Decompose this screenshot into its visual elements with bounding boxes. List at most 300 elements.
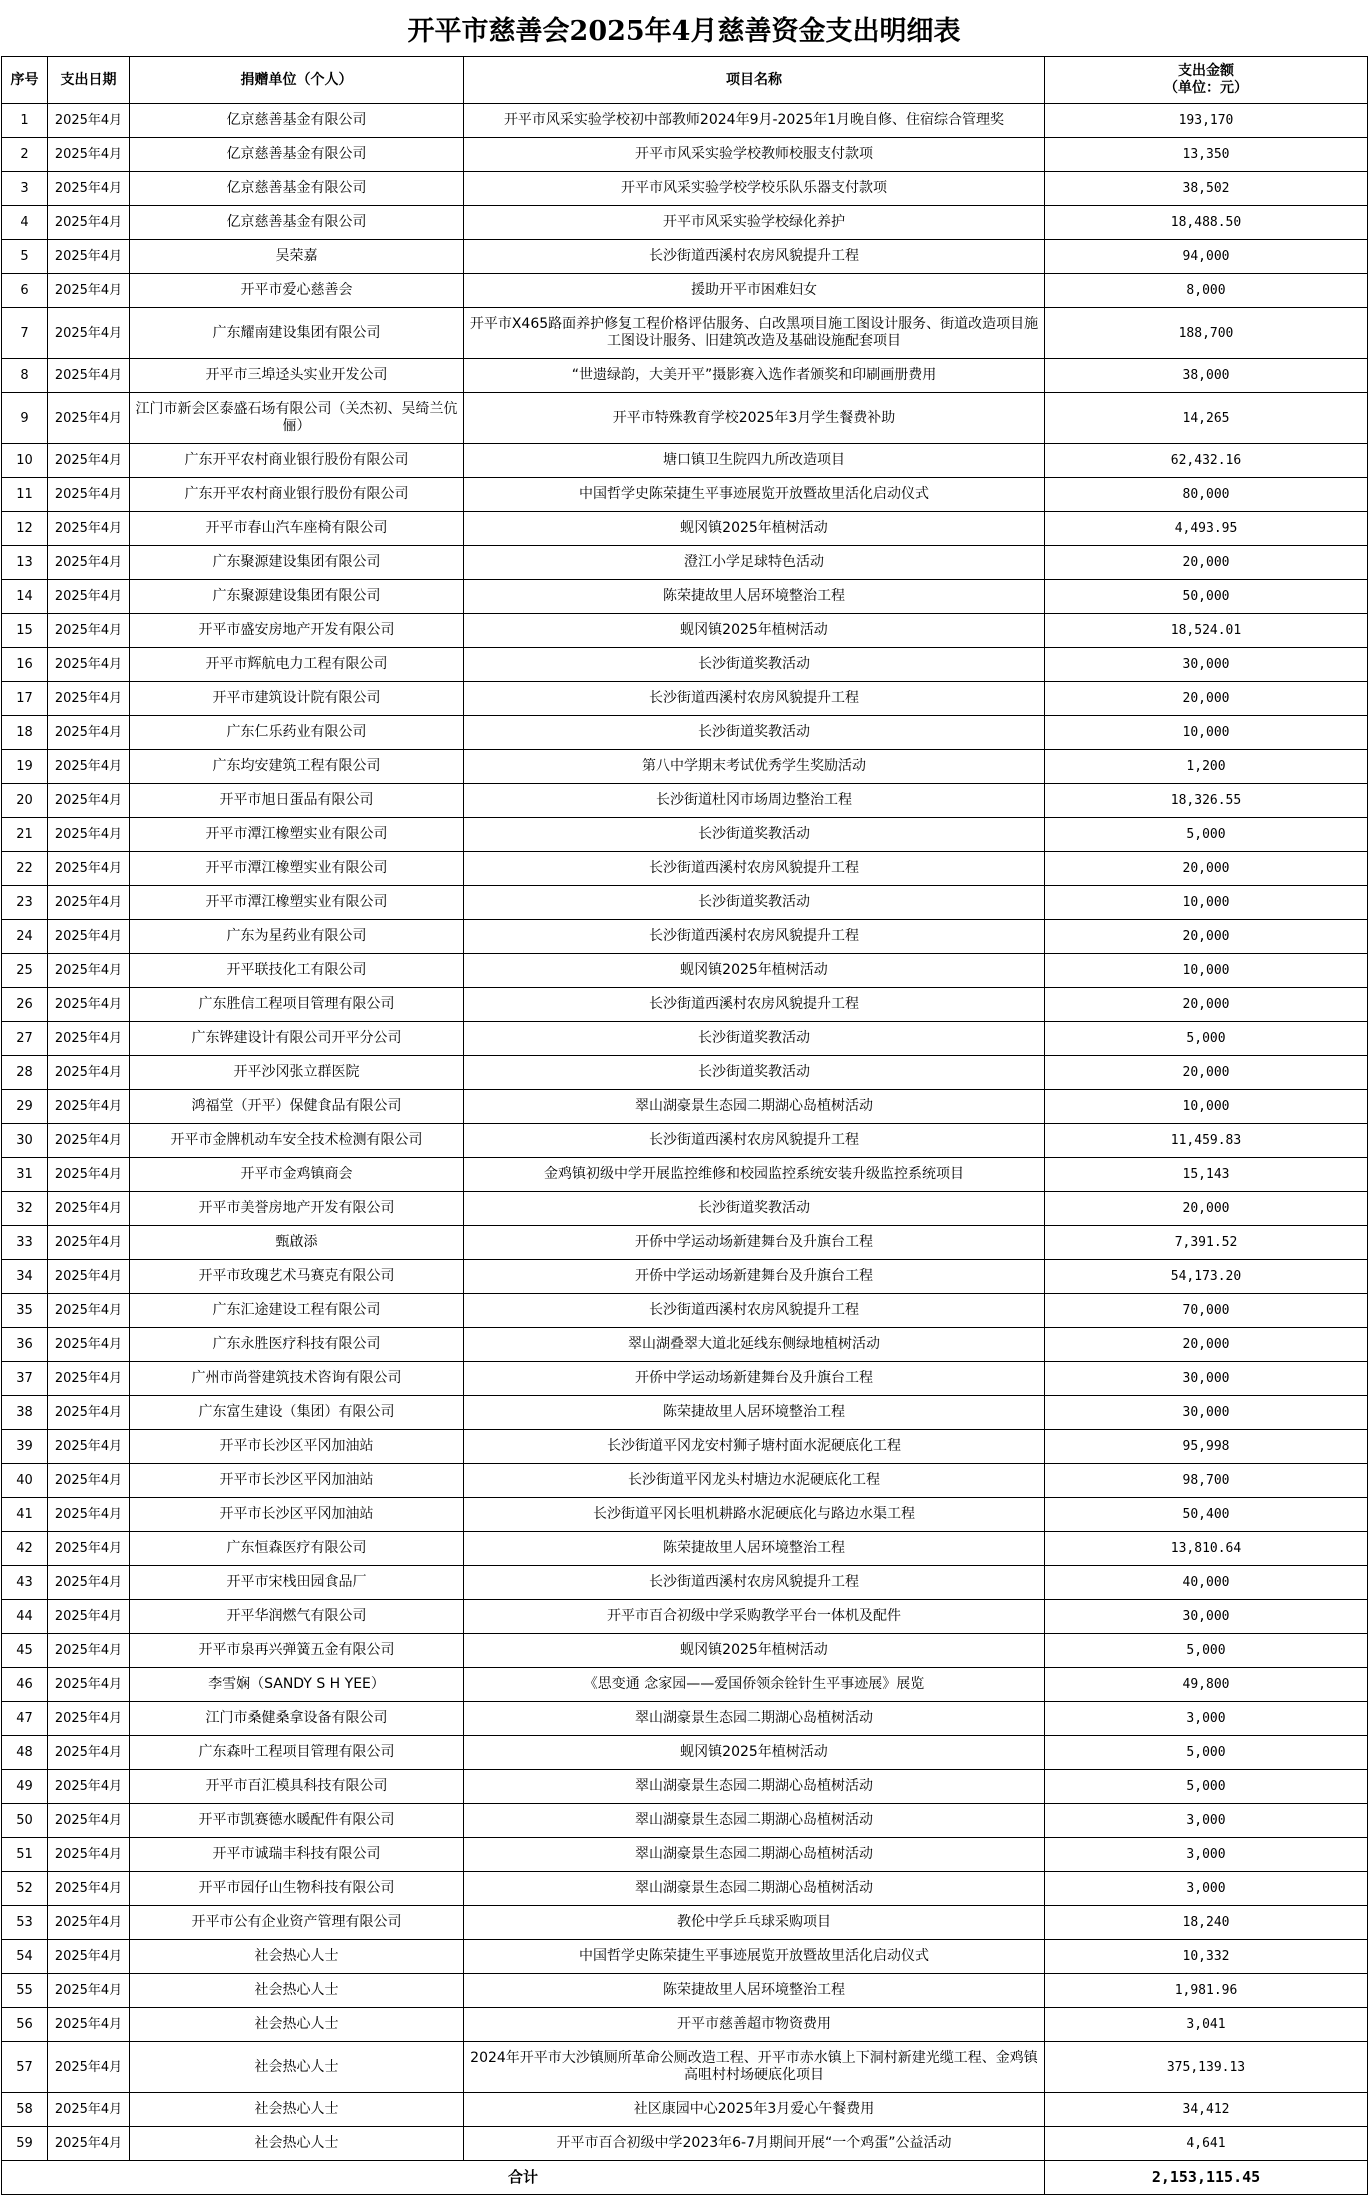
table-row [2, 1532, 1368, 1566]
cell-seq: 46 [2, 1668, 48, 1702]
cell-seq: 52 [2, 1872, 48, 1906]
cell-date: 2025年4月 [48, 206, 130, 240]
cell-seq: 49 [2, 1770, 48, 1804]
cell-seq: 9 [2, 393, 48, 444]
cell-date: 2025年4月 [48, 1906, 130, 1940]
cell-seq: 55 [2, 1974, 48, 2008]
cell-date: 2025年4月 [48, 920, 130, 954]
table-row [2, 512, 1368, 546]
document-title: 开平市慈善会2025年4月慈善资金支出明细表 [407, 16, 961, 47]
table-row [2, 750, 1368, 784]
cell-project: 长沙街道西溪村农房风貌提升工程 [464, 1124, 1045, 1158]
cell-seq: 54 [2, 1940, 48, 1974]
header-amount-line2: （单位：元） [1164, 80, 1248, 96]
cell-seq: 33 [2, 1226, 48, 1260]
cell-project: 开平市百合初级中学2023年6-7月期间开展“一个鸡蛋”公益活动 [464, 2127, 1045, 2161]
header-donor: 捐赠单位（个人） [130, 57, 464, 104]
cell-amount: 10,000 [1045, 716, 1368, 750]
cell-amount: 14,265 [1045, 393, 1368, 444]
cell-amount: 15,143 [1045, 1158, 1368, 1192]
cell-donor: 开平市爱心慈善会 [130, 274, 464, 308]
cell-seq: 10 [2, 444, 48, 478]
cell-seq: 26 [2, 988, 48, 1022]
cell-amount: 95,998 [1045, 1430, 1368, 1464]
cell-donor: 开平市金鸡镇商会 [130, 1158, 464, 1192]
cell-date: 2025年4月 [48, 2093, 130, 2127]
cell-seq: 29 [2, 1090, 48, 1124]
cell-project: 教伦中学乒乓球采购项目 [464, 1906, 1045, 1940]
table-row [2, 852, 1368, 886]
cell-seq: 42 [2, 1532, 48, 1566]
table-row [2, 1498, 1368, 1532]
header-amount [1045, 57, 1368, 104]
table-row [2, 648, 1368, 682]
cell-seq: 3 [2, 172, 48, 206]
cell-amount: 1,981.96 [1045, 1974, 1368, 2008]
cell-date: 2025年4月 [48, 240, 130, 274]
cell-donor: 开平市公有企业资产管理有限公司 [130, 1906, 464, 1940]
table-row [2, 1260, 1368, 1294]
cell-seq: 57 [2, 2042, 48, 2093]
table-body [2, 104, 1368, 2161]
table-row [2, 1192, 1368, 1226]
cell-project: 开侨中学运动场新建舞台及升旗台工程 [464, 1362, 1045, 1396]
table-row [2, 359, 1368, 393]
cell-amount: 10,332 [1045, 1940, 1368, 1974]
cell-project: 开侨中学运动场新建舞台及升旗台工程 [464, 1226, 1045, 1260]
total-row [2, 2161, 1368, 2195]
cell-date: 2025年4月 [48, 1872, 130, 1906]
cell-donor: 开平市长沙区平冈加油站 [130, 1430, 464, 1464]
table-row [2, 614, 1368, 648]
table-row [2, 920, 1368, 954]
header-seq: 序号 [2, 57, 48, 104]
cell-seq: 34 [2, 1260, 48, 1294]
cell-donor: 开平市宋栈田园食品厂 [130, 1566, 464, 1600]
cell-date: 2025年4月 [48, 1702, 130, 1736]
cell-date: 2025年4月 [48, 478, 130, 512]
cell-donor: 广东仁乐药业有限公司 [130, 716, 464, 750]
cell-seq: 58 [2, 2093, 48, 2127]
table-row [2, 1226, 1368, 1260]
cell-date: 2025年4月 [48, 1294, 130, 1328]
table-row [2, 1362, 1368, 1396]
cell-project: 塘口镇卫生院四九所改造项目 [464, 444, 1045, 478]
table-row [2, 1158, 1368, 1192]
cell-project: 第八中学期末考试优秀学生奖励活动 [464, 750, 1045, 784]
cell-project: 翠山湖豪景生态园二期湖心岛植树活动 [464, 1090, 1045, 1124]
table-row [2, 716, 1368, 750]
cell-date: 2025年4月 [48, 1770, 130, 1804]
cell-amount: 5,000 [1045, 1634, 1368, 1668]
cell-project: 2024年开平市大沙镇厕所革命公厕改造工程、开平市赤水镇上下洞村新建光缆工程、金鸡镇高咀村村场硬底化项目 [464, 2042, 1045, 2093]
cell-date: 2025年4月 [48, 784, 130, 818]
table-row [2, 546, 1368, 580]
table-row [2, 1736, 1368, 1770]
cell-donor: 亿京慈善基金有限公司 [130, 104, 464, 138]
cell-seq: 23 [2, 886, 48, 920]
table-row [2, 1770, 1368, 1804]
cell-amount: 20,000 [1045, 852, 1368, 886]
cell-donor: 广东开平农村商业银行股份有限公司 [130, 478, 464, 512]
cell-date: 2025年4月 [48, 1566, 130, 1600]
cell-project: 开平市特殊教育学校2025年3月学生餐费补助 [464, 393, 1045, 444]
cell-date: 2025年4月 [48, 546, 130, 580]
table-row [2, 138, 1368, 172]
cell-amount: 20,000 [1045, 1192, 1368, 1226]
cell-project: 长沙街道杜冈市场周边整治工程 [464, 784, 1045, 818]
table-row [2, 2127, 1368, 2161]
cell-donor: 亿京慈善基金有限公司 [130, 206, 464, 240]
cell-donor: 开平华润燃气有限公司 [130, 1600, 464, 1634]
cell-project: 翠山湖豪景生态园二期湖心岛植树活动 [464, 1702, 1045, 1736]
table-row [2, 886, 1368, 920]
cell-amount: 4,493.95 [1045, 512, 1368, 546]
cell-project: 开平市百合初级中学采购教学平台一体机及配件 [464, 1600, 1045, 1634]
table-row [2, 1940, 1368, 1974]
cell-date: 2025年4月 [48, 818, 130, 852]
cell-project: 长沙街道西溪村农房风貌提升工程 [464, 682, 1045, 716]
table-row [2, 818, 1368, 852]
cell-donor: 开平联技化工有限公司 [130, 954, 464, 988]
cell-date: 2025年4月 [48, 2127, 130, 2161]
header-project: 项目名称 [464, 57, 1045, 104]
cell-donor: 开平市潭江橡塑实业有限公司 [130, 852, 464, 886]
table-row [2, 1804, 1368, 1838]
cell-seq: 45 [2, 1634, 48, 1668]
cell-seq: 41 [2, 1498, 48, 1532]
cell-donor: 广东聚源建设集团有限公司 [130, 546, 464, 580]
cell-donor: 广东永胜医疗科技有限公司 [130, 1328, 464, 1362]
cell-date: 2025年4月 [48, 1974, 130, 2008]
cell-date: 2025年4月 [48, 1464, 130, 1498]
cell-date: 2025年4月 [48, 1022, 130, 1056]
cell-date: 2025年4月 [48, 2042, 130, 2093]
cell-project: 金鸡镇初级中学开展监控维修和校园监控系统安装升级监控系统项目 [464, 1158, 1045, 1192]
cell-donor: 开平市长沙区平冈加油站 [130, 1498, 464, 1532]
table-row [2, 274, 1368, 308]
table-row [2, 1396, 1368, 1430]
cell-donor: 社会热心人士 [130, 1940, 464, 1974]
cell-amount: 50,000 [1045, 580, 1368, 614]
cell-donor: 社会热心人士 [130, 1974, 464, 2008]
cell-date: 2025年4月 [48, 393, 130, 444]
cell-amount: 3,000 [1045, 1804, 1368, 1838]
table-row [2, 444, 1368, 478]
cell-project: 翠山湖豪景生态园二期湖心岛植树活动 [464, 1770, 1045, 1804]
cell-seq: 13 [2, 546, 48, 580]
cell-amount: 10,000 [1045, 954, 1368, 988]
cell-date: 2025年4月 [48, 274, 130, 308]
cell-project: 长沙街道奖教活动 [464, 818, 1045, 852]
cell-project: 翠山湖豪景生态园二期湖心岛植树活动 [464, 1872, 1045, 1906]
cell-amount: 3,000 [1045, 1702, 1368, 1736]
cell-seq: 30 [2, 1124, 48, 1158]
cell-amount: 18,326.55 [1045, 784, 1368, 818]
cell-donor: 开平市春山汽车座椅有限公司 [130, 512, 464, 546]
cell-seq: 50 [2, 1804, 48, 1838]
cell-donor: 开平市建筑设计院有限公司 [130, 682, 464, 716]
table-row [2, 988, 1368, 1022]
cell-date: 2025年4月 [48, 172, 130, 206]
cell-seq: 19 [2, 750, 48, 784]
cell-donor: 亿京慈善基金有限公司 [130, 172, 464, 206]
cell-date: 2025年4月 [48, 1396, 130, 1430]
cell-amount: 30,000 [1045, 1362, 1368, 1396]
cell-donor: 亿京慈善基金有限公司 [130, 138, 464, 172]
table-row [2, 1464, 1368, 1498]
cell-date: 2025年4月 [48, 580, 130, 614]
cell-seq: 18 [2, 716, 48, 750]
cell-project: 长沙街道西溪村农房风貌提升工程 [464, 1294, 1045, 1328]
cell-donor: 开平沙冈张立群医院 [130, 1056, 464, 1090]
cell-amount: 375,139.13 [1045, 2042, 1368, 2093]
cell-date: 2025年4月 [48, 1362, 130, 1396]
cell-amount: 3,000 [1045, 1872, 1368, 1906]
cell-project: 中国哲学史陈荣捷生平事迹展览开放暨故里活化启动仪式 [464, 1940, 1045, 1974]
cell-amount: 188,700 [1045, 308, 1368, 359]
cell-donor: 广东为星药业有限公司 [130, 920, 464, 954]
cell-amount: 20,000 [1045, 1328, 1368, 1362]
table-row [2, 580, 1368, 614]
table-row [2, 478, 1368, 512]
cell-donor: 社会热心人士 [130, 2008, 464, 2042]
cell-seq: 1 [2, 104, 48, 138]
cell-amount: 38,000 [1045, 359, 1368, 393]
cell-project: 开平市风采实验学校学校乐队乐器支付款项 [464, 172, 1045, 206]
cell-seq: 22 [2, 852, 48, 886]
cell-date: 2025年4月 [48, 1634, 130, 1668]
cell-seq: 28 [2, 1056, 48, 1090]
cell-project: 社区康园中心2025年3月爱心午餐费用 [464, 2093, 1045, 2127]
cell-date: 2025年4月 [48, 1668, 130, 1702]
cell-project: 长沙街道平冈龙安村狮子塘村面水泥硬底化工程 [464, 1430, 1045, 1464]
table-row [2, 1906, 1368, 1940]
cell-project: 翠山湖叠翠大道北延线东侧绿地植树活动 [464, 1328, 1045, 1362]
table-row [2, 1430, 1368, 1464]
cell-seq: 36 [2, 1328, 48, 1362]
cell-seq: 5 [2, 240, 48, 274]
cell-date: 2025年4月 [48, 1158, 130, 1192]
cell-date: 2025年4月 [48, 308, 130, 359]
cell-amount: 11,459.83 [1045, 1124, 1368, 1158]
table-row [2, 1838, 1368, 1872]
table-row [2, 1124, 1368, 1158]
cell-project: 长沙街道西溪村农房风貌提升工程 [464, 240, 1045, 274]
cell-project: 开平市风采实验学校初中部教师2024年9月-2025年1月晚自修、住宿综合管理奖 [464, 104, 1045, 138]
cell-project: 翠山湖豪景生态园二期湖心岛植树活动 [464, 1804, 1045, 1838]
table-row [2, 1566, 1368, 1600]
cell-project: 长沙街道奖教活动 [464, 1192, 1045, 1226]
cell-donor: 广东耀南建设集团有限公司 [130, 308, 464, 359]
cell-date: 2025年4月 [48, 1736, 130, 1770]
cell-date: 2025年4月 [48, 2008, 130, 2042]
cell-donor: 李雪娴（SANDY S H YEE） [130, 1668, 464, 1702]
cell-donor: 甄啟添 [130, 1226, 464, 1260]
cell-date: 2025年4月 [48, 1124, 130, 1158]
cell-project: 长沙街道平冈长咀机耕路水泥硬底化与路边水渠工程 [464, 1498, 1045, 1532]
cell-date: 2025年4月 [48, 1498, 130, 1532]
cell-donor: 广东聚源建设集团有限公司 [130, 580, 464, 614]
cell-amount: 20,000 [1045, 988, 1368, 1022]
cell-project: 长沙街道奖教活动 [464, 1056, 1045, 1090]
cell-donor: 社会热心人士 [130, 2093, 464, 2127]
cell-seq: 38 [2, 1396, 48, 1430]
cell-amount: 18,240 [1045, 1906, 1368, 1940]
table-row [2, 1872, 1368, 1906]
table-row [2, 1702, 1368, 1736]
cell-project: 陈荣捷故里人居环境整治工程 [464, 580, 1045, 614]
cell-seq: 6 [2, 274, 48, 308]
cell-date: 2025年4月 [48, 1192, 130, 1226]
cell-project: 蚬冈镇2025年植树活动 [464, 512, 1045, 546]
table-row [2, 2042, 1368, 2093]
cell-amount: 30,000 [1045, 1600, 1368, 1634]
cell-project: 长沙街道奖教活动 [464, 1022, 1045, 1056]
cell-date: 2025年4月 [48, 1532, 130, 1566]
cell-donor: 广东富生建设（集团）有限公司 [130, 1396, 464, 1430]
cell-seq: 21 [2, 818, 48, 852]
cell-amount: 8,000 [1045, 274, 1368, 308]
cell-amount: 54,173.20 [1045, 1260, 1368, 1294]
cell-date: 2025年4月 [48, 1430, 130, 1464]
cell-amount: 10,000 [1045, 1090, 1368, 1124]
total-label: 合计 [2, 2161, 1045, 2195]
cell-amount: 20,000 [1045, 546, 1368, 580]
cell-donor: 开平市潭江橡塑实业有限公司 [130, 818, 464, 852]
cell-project: 长沙街道奖教活动 [464, 716, 1045, 750]
table-row [2, 308, 1368, 359]
cell-date: 2025年4月 [48, 1600, 130, 1634]
cell-donor: 开平市泉再兴弹簧五金有限公司 [130, 1634, 464, 1668]
cell-project: 长沙街道西溪村农房风貌提升工程 [464, 920, 1045, 954]
cell-seq: 32 [2, 1192, 48, 1226]
cell-project: 长沙街道西溪村农房风貌提升工程 [464, 1566, 1045, 1600]
cell-amount: 7,391.52 [1045, 1226, 1368, 1260]
cell-amount: 1,200 [1045, 750, 1368, 784]
cell-project: 蚬冈镇2025年植树活动 [464, 614, 1045, 648]
header-date: 支出日期 [48, 57, 130, 104]
cell-amount: 30,000 [1045, 1396, 1368, 1430]
cell-donor: 社会热心人士 [130, 2042, 464, 2093]
cell-seq: 40 [2, 1464, 48, 1498]
cell-project: 开侨中学运动场新建舞台及升旗台工程 [464, 1260, 1045, 1294]
table-row [2, 240, 1368, 274]
cell-seq: 11 [2, 478, 48, 512]
cell-project: 开平市X465路面养护修复工程价格评估服务、白改黑项目施工图设计服务、街道改造项目施工图设计服务、旧建筑改造及基础设施配套项目 [464, 308, 1045, 359]
cell-project: 澄江小学足球特色活动 [464, 546, 1045, 580]
cell-donor: 开平市三埠迳头实业开发公司 [130, 359, 464, 393]
cell-project: 陈荣捷故里人居环境整治工程 [464, 1532, 1045, 1566]
header-row [2, 57, 1368, 104]
cell-seq: 15 [2, 614, 48, 648]
cell-donor: 开平市长沙区平冈加油站 [130, 1464, 464, 1498]
cell-seq: 43 [2, 1566, 48, 1600]
cell-donor: 江门市新会区泰盛石场有限公司（关杰初、吴绮兰伉俪） [130, 393, 464, 444]
table-row [2, 1090, 1368, 1124]
cell-project: “世遗绿韵，大美开平”摄影赛入选作者颁奖和印刷画册费用 [464, 359, 1045, 393]
cell-amount: 193,170 [1045, 104, 1368, 138]
cell-date: 2025年4月 [48, 359, 130, 393]
cell-seq: 24 [2, 920, 48, 954]
cell-project: 长沙街道平冈龙头村塘边水泥硬底化工程 [464, 1464, 1045, 1498]
cell-seq: 14 [2, 580, 48, 614]
table-row [2, 393, 1368, 444]
table-row [2, 172, 1368, 206]
cell-project: 长沙街道西溪村农房风貌提升工程 [464, 988, 1045, 1022]
cell-donor: 开平市园仔山生物科技有限公司 [130, 1872, 464, 1906]
cell-date: 2025年4月 [48, 682, 130, 716]
cell-project: 开平市慈善超市物资费用 [464, 2008, 1045, 2042]
table-row [2, 2008, 1368, 2042]
cell-date: 2025年4月 [48, 1056, 130, 1090]
cell-project: 长沙街道西溪村农房风貌提升工程 [464, 852, 1045, 886]
cell-amount: 3,000 [1045, 1838, 1368, 1872]
cell-amount: 34,412 [1045, 2093, 1368, 2127]
cell-donor: 社会热心人士 [130, 2127, 464, 2161]
cell-seq: 44 [2, 1600, 48, 1634]
cell-seq: 8 [2, 359, 48, 393]
cell-date: 2025年4月 [48, 1226, 130, 1260]
cell-date: 2025年4月 [48, 648, 130, 682]
cell-project: 蚬冈镇2025年植树活动 [464, 1736, 1045, 1770]
cell-donor: 江门市桑健桑拿设备有限公司 [130, 1702, 464, 1736]
cell-amount: 30,000 [1045, 648, 1368, 682]
cell-amount: 4,641 [1045, 2127, 1368, 2161]
cell-amount: 38,502 [1045, 172, 1368, 206]
total-amount: 2,153,115.45 [1045, 2161, 1368, 2195]
cell-amount: 94,000 [1045, 240, 1368, 274]
cell-seq: 35 [2, 1294, 48, 1328]
cell-amount: 49,800 [1045, 1668, 1368, 1702]
cell-date: 2025年4月 [48, 886, 130, 920]
cell-donor: 开平市潭江橡塑实业有限公司 [130, 886, 464, 920]
cell-project: 开平市风采实验学校教师校服支付款项 [464, 138, 1045, 172]
expenditure-table [1, 56, 1368, 2195]
cell-seq: 25 [2, 954, 48, 988]
cell-donor: 开平市辉航电力工程有限公司 [130, 648, 464, 682]
table-row [2, 104, 1368, 138]
cell-project: 长沙街道奖教活动 [464, 648, 1045, 682]
table-row [2, 1328, 1368, 1362]
table-row [2, 682, 1368, 716]
cell-amount: 98,700 [1045, 1464, 1368, 1498]
cell-project: 陈荣捷故里人居环境整治工程 [464, 1974, 1045, 2008]
cell-project: 开平市风采实验学校绿化养护 [464, 206, 1045, 240]
cell-amount: 80,000 [1045, 478, 1368, 512]
cell-project: 翠山湖豪景生态园二期湖心岛植树活动 [464, 1838, 1045, 1872]
cell-donor: 广州市尚誉建筑技术咨询有限公司 [130, 1362, 464, 1396]
cell-seq: 53 [2, 1906, 48, 1940]
cell-donor: 吴荣嘉 [130, 240, 464, 274]
cell-amount: 70,000 [1045, 1294, 1368, 1328]
cell-seq: 20 [2, 784, 48, 818]
cell-seq: 16 [2, 648, 48, 682]
cell-seq: 27 [2, 1022, 48, 1056]
cell-date: 2025年4月 [48, 954, 130, 988]
cell-donor: 广东胜信工程项目管理有限公司 [130, 988, 464, 1022]
cell-amount: 13,810.64 [1045, 1532, 1368, 1566]
cell-date: 2025年4月 [48, 750, 130, 784]
cell-amount: 50,400 [1045, 1498, 1368, 1532]
cell-date: 2025年4月 [48, 138, 130, 172]
cell-seq: 2 [2, 138, 48, 172]
cell-project: 援助开平市困难妇女 [464, 274, 1045, 308]
cell-donor: 开平市诚瑞丰科技有限公司 [130, 1838, 464, 1872]
cell-donor: 广东开平农村商业银行股份有限公司 [130, 444, 464, 478]
table-row [2, 2093, 1368, 2127]
cell-amount: 5,000 [1045, 1770, 1368, 1804]
